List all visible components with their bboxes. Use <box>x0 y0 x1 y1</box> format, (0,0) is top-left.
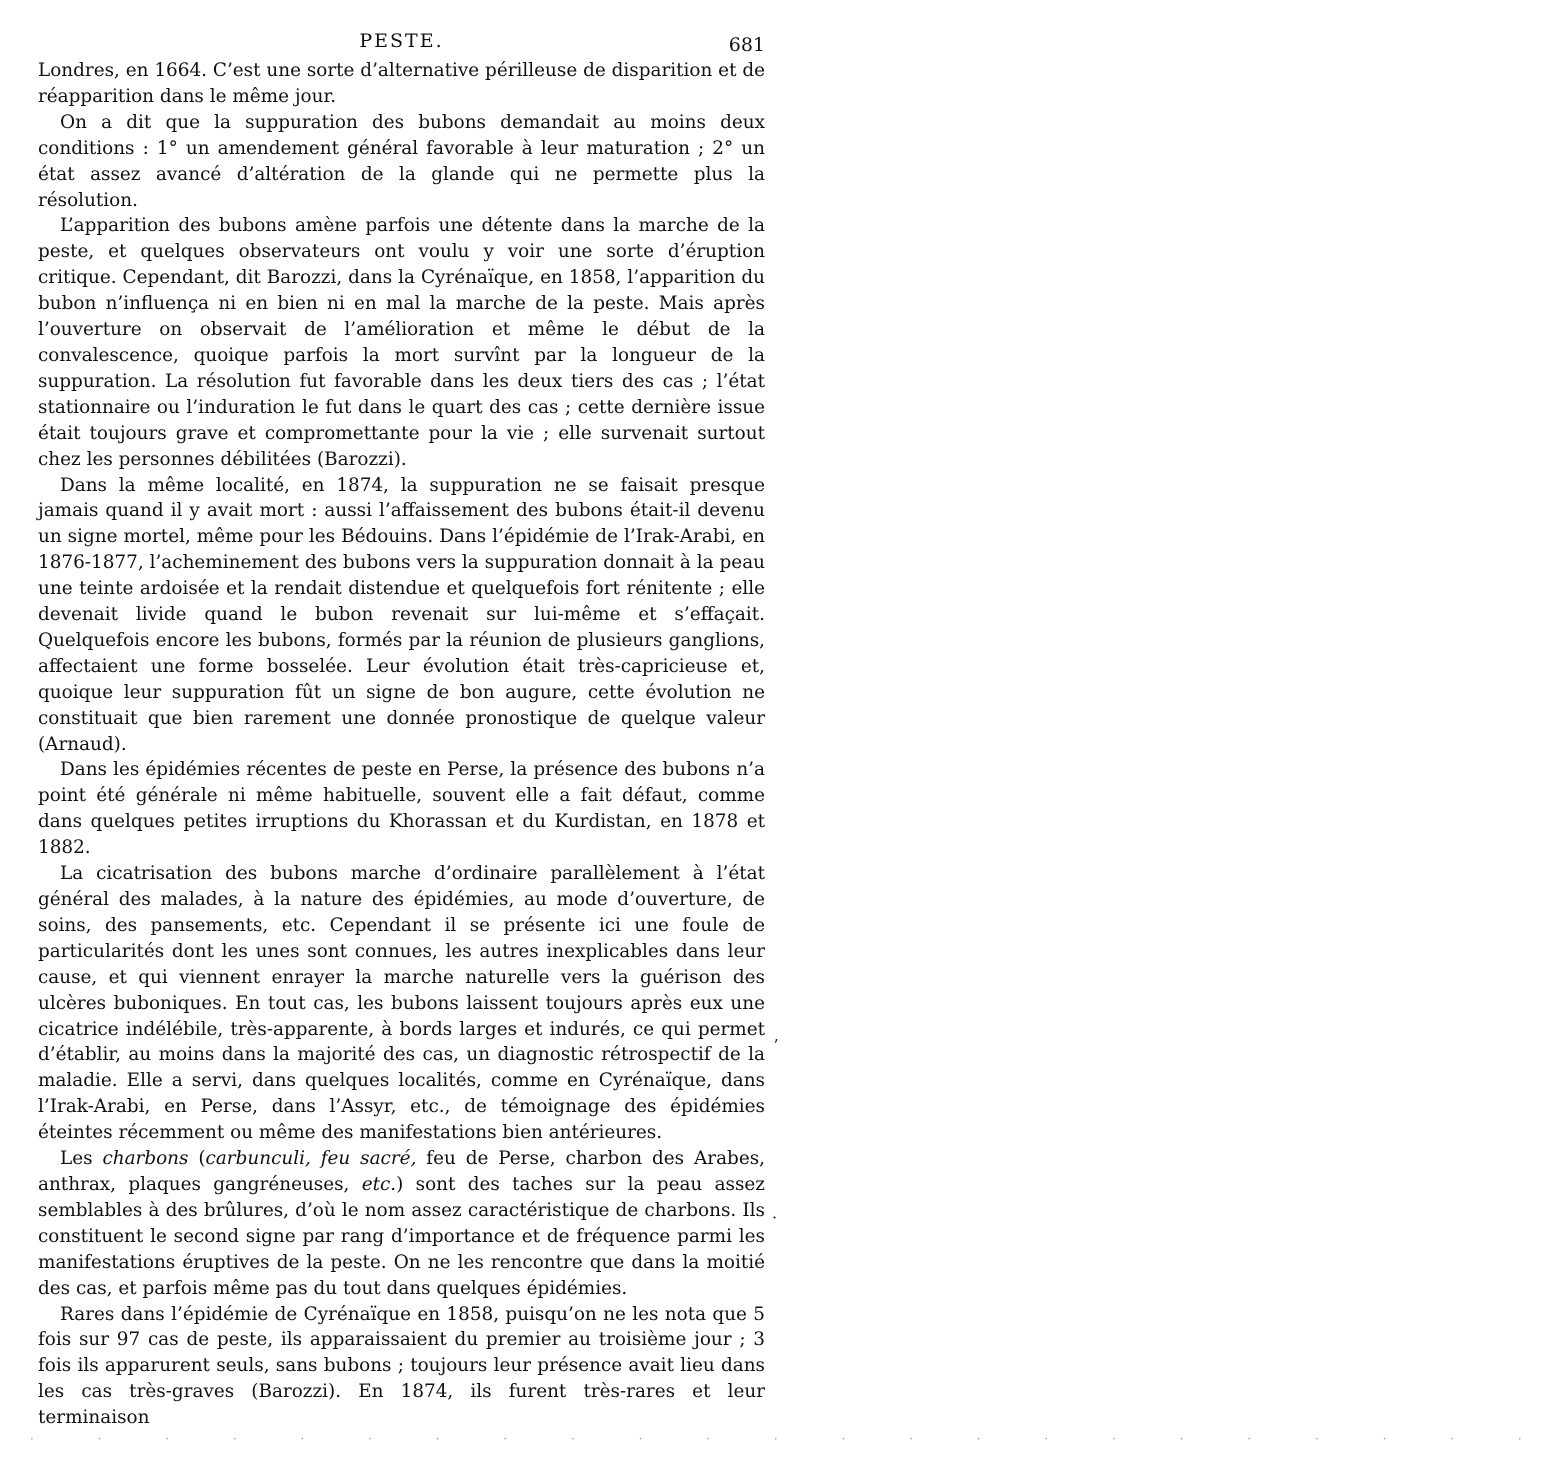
paragraph-7-text-c: feu de Perse, charbon des Arabes, anthrax, plaques gangréneuses, <box>38 1148 765 1195</box>
paragraph-5 <box>38 757 765 861</box>
paragraph-4 <box>38 473 765 758</box>
book-page <box>38 0 765 1478</box>
paragraph-6 <box>38 861 765 1146</box>
paragraph-7-text-a: Les <box>60 1148 103 1170</box>
paragraph-4-text: Dans la même localité, en 1874, la suppuration ne se faisait presque jamais quand il y avait mort : aussi l’affaissement des bubons était-il devenu un signe mortel, même pour les Bédouins. Dans l’épidémie de l’Irak-Arabi, en 1876-1877, l’acheminement des bubons vers la suppuration donnait à la peau une teinte ardoisée et la rendait distendue et quelquefois fort rénitente ; elle devenait livide quand le bubon revenait sur lui-même et s’effaçait. Quelquefois encore les bubons, formés par la réunion de plusieurs ganglions, affectaient une forme bosselée. Leur évolution était très-capricieuse et, quoique leur suppuration fût un signe de bon augure, cette évolution ne constituait que bien rarement une donnée pronostique de quelque valeur (Arnaud). <box>38 474 765 755</box>
margin-speck-1: ʼ <box>773 1036 779 1055</box>
page-number: 681 <box>728 34 765 56</box>
running-head <box>38 0 765 58</box>
margin-speck-2: · <box>772 1208 778 1227</box>
paragraph-7-text-d: ) sont des taches sur la peau assez semblables à des brûlures, d’où le nom assez caractéristique de charbons. Ils constituent le second signe par rang d’importance et de fréquence parmi les manifestations éruptives de la peste. On ne les rencontre que dans la moitié des cas, et parfois même pas du tout dans quelques épidémies. <box>38 1173 765 1299</box>
paragraph-7-text-b: ( <box>188 1148 206 1170</box>
paragraph-7-term-etc: etc. <box>361 1173 397 1195</box>
body-text <box>38 58 765 1431</box>
paragraph-2 <box>38 110 765 214</box>
paragraph-7 <box>38 1146 765 1301</box>
paragraph-8-text: Rares dans l’épidémie de Cyrénaïque en 1858, puisqu’on ne les nota que 5 fois sur 97 cas de peste, ils apparaissaient du premier au troisième jour ; 3 fois ils apparurent seuls, sans bubons ; toujours leur présence avait lieu dans les cas très-graves (Barozzi). En 1874, ils furent très-rares et leur terminaison <box>38 1303 765 1429</box>
paragraph-3-text: L’apparition des bubons amène parfois une détente dans la marche de la peste, et quelques observateurs ont voulu y voir une sorte d’éruption critique. Cependant, dit Barozzi, dans la Cyrénaïque, en 1858, l’apparition du bubon n’influença ni en bien ni en mal la marche de la peste. Mais après l’ouverture on observait de l’amélioration et même le début de la convalescence, quoique parfois la mort survînt par la longueur de la suppuration. La résolution fut favorable dans les deux tiers des cas ; l’état stationnaire ou l’induration le fut dans le quart des cas ; cette dernière issue était toujours grave et compromettante pour la vie ; elle survenait surtout chez les personnes débilitées (Barozzi). <box>38 215 765 470</box>
paragraph-1 <box>38 58 765 110</box>
paragraph-5-text: Dans les épidémies récentes de peste en Perse, la présence des bubons n’a point été générale ni même habituelle, souvent elle a fait défaut, comme dans quelques petites irruptions du Khorassan et du Kurdistan, en 1878 et 1882. <box>38 759 765 859</box>
paragraph-7-term-charbons: charbons <box>102 1148 189 1170</box>
paragraph-3 <box>38 213 765 472</box>
paragraph-8 <box>38 1302 765 1432</box>
paragraph-7-term-carbunculi: carbunculi, feu sacré, <box>205 1148 417 1170</box>
paragraph-6-text: La cicatrisation des bubons marche d’ordinaire parallèlement à l’état général des malades, à la nature des épidémies, au mode d’ouverture, de soins, des pansements, etc. Cependant il se présente ici une foule de particularités dont les unes sont connues, les autres inexplicables dans leur cause, et qui viennent enrayer la marche naturelle vers la guérison des ulcères buboniques. En tout cas, les bubons laissent toujours après eux une cicatrice indélébile, très-apparente, à bords larges et indurés, ce qui permet d’établir, au moins dans la majorité des cas, un diagnostic rétrospectif de la maladie. Elle a servi, dans quelques localités, comme en Cyrénaïque, dans l’Irak-Arabi, en Perse, dans l’Assyr, etc., de témoignage des épidémies éteintes récemment ou même des manifestations bien antérieures. <box>38 863 765 1144</box>
bottom-print-specks: · · · · · · · · · · · · · · · · · · · · · · · <box>30 1432 1552 1446</box>
paragraph-2-text: On a dit que la suppuration des bubons demandait au moins deux conditions : 1° un amendement général favorable à leur maturation ; 2° un état assez avancé d’altération de la glande qui ne permette plus la résolution. <box>38 111 765 211</box>
running-title: PESTE. <box>359 30 444 52</box>
paragraph-1-text: Londres, en 1664. C’est une sorte d’alternative périlleuse de disparition et de réapparition dans le même jour. <box>38 60 765 107</box>
